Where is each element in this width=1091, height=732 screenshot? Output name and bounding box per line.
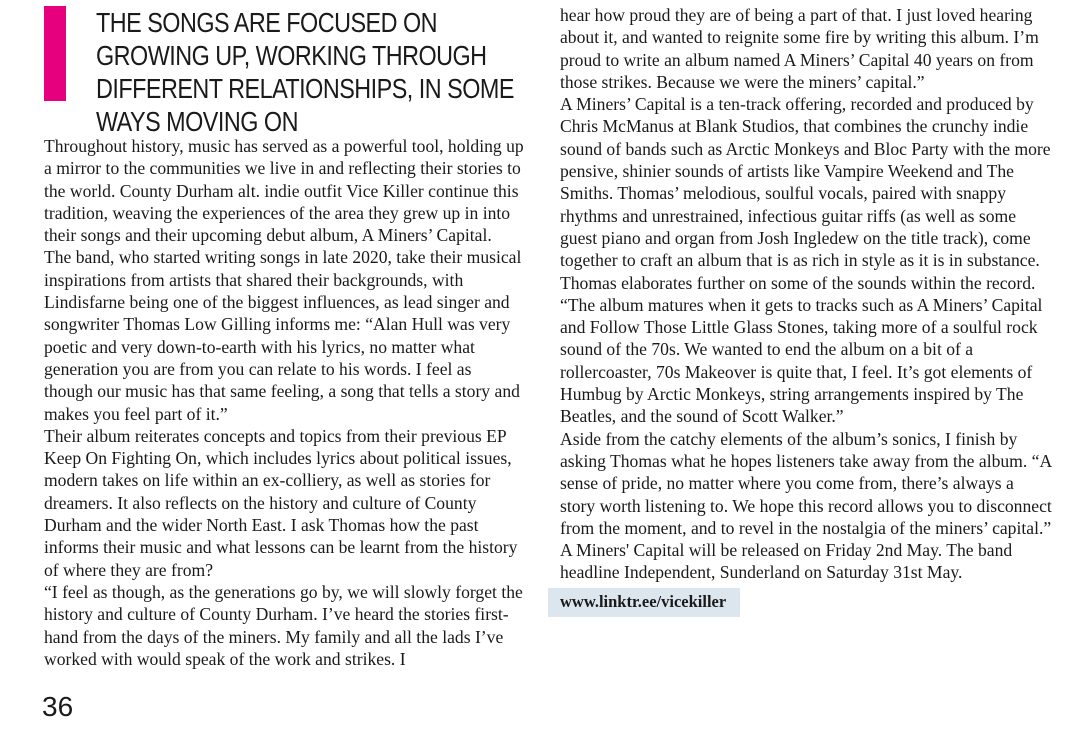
paragraph: Throughout history, music has served as a powerful tool, holding up a mirror to the communities we live in and reflecting their stories to the world. County Durham alt. indie outfit Vice Killer continue this tradition, weaving the experiences of the area they grew up in into their songs and their upcoming debut album, A Miners’ Capital. xyxy=(44,136,524,246)
article-left-column xyxy=(44,135,524,670)
paragraph: “I feel as though, as the generations go by, we will slowly forget the history and culture of County Durham. I’ve heard the stories first-hand from the days of the miners. My family and all the lads I’ve worked with would speak of the work and strikes. I xyxy=(44,581,523,669)
paragraph: A Miners’ Capital is a ten-track offering, recorded and produced by Chris McManus at Blank Studios, that combines the crunchy indie sound of bands such as Arctic Monkeys and Bloc Party with the more pensive, shinier sounds of artists like Vampire Weekend and The Smiths. Thomas’ melodious, soulful vocals, paired with snappy rhythms and unrestrained, infectious guitar riffs (as well as some guest piano and organ from Josh Ingledew on the title track), come together to craft an album that is as rich in style as it is in substance. xyxy=(560,94,1051,271)
paragraph: hear how proud they are of being a part of that. I just loved hearing about it, and wanted to reignite some fire by writing this album. I’m proud to write an album named A Miners’ Capital 40 years on from those strikes. Because we were the miners’ capital.” xyxy=(560,5,1039,92)
paragraph: Thomas elaborates further on some of the sounds within the record. “The album matures when it gets to tracks such as A Miners’ Capital and Follow Those Little Glass Stones, taking more of a soulful rock sound of the 70s. We wanted to end the album on a bit of a rollercoaster, 70s Makeover is quite that, I feel. It’s got elements of Humbug by Arctic Monkeys, string arrangements inspired by The Beatles, and the sound of Scott Walker.” xyxy=(560,272,1043,427)
pull-quote: THE SONGS ARE FOCUSED ON GROWING UP, WORKING THROUGH DIFFERENT RELATIONSHIPS, IN SOME WAYS MOVING ON xyxy=(96,7,514,137)
page-number: 36 xyxy=(42,691,74,722)
paragraph: The band, who started writing songs in late 2020, take their musical inspirations from artists that shared their backgrounds, with Lindisfarne being one of the biggest influences, as lead singer and songwriter Thomas Low Gilling informs me: “Alan Hull was very poetic and very down-to-earth with his lyrics, no matter what generation you are from you can relate to his words. I feel as though our music has that same feeling, a song that tells a story and makes you feel part of it.” xyxy=(44,247,522,424)
band-link[interactable]: www.linktr.ee/vicekiller xyxy=(548,588,740,617)
paragraph: A Miners' Capital will be released on Friday 2nd May. The band headline Independent, Sunderland on Saturday 31st May. xyxy=(560,540,1013,583)
paragraph: Their album reiterates concepts and topics from their previous EP Keep On Fighting On, which includes lyrics about political issues, modern takes on life within an ex-colliery, as well as stories for dreamers. It also reflects on the history and culture of County Durham and the wider North East. I ask Thomas how the past informs their music and what lessons can be learnt from the history of where they are from? xyxy=(44,425,518,580)
accent-bar xyxy=(44,6,66,101)
paragraph: Aside from the catchy elements of the album’s sonics, I finish by asking Thomas what he hopes listeners take away from the album. “A sense of pride, no matter where you come from, there’s always a story worth listening to. We hope this record allows you to disconnect from the moment, and to revel in the nostalgia of the miners’ capital.” xyxy=(560,428,1052,538)
article-right-column xyxy=(560,4,1052,617)
